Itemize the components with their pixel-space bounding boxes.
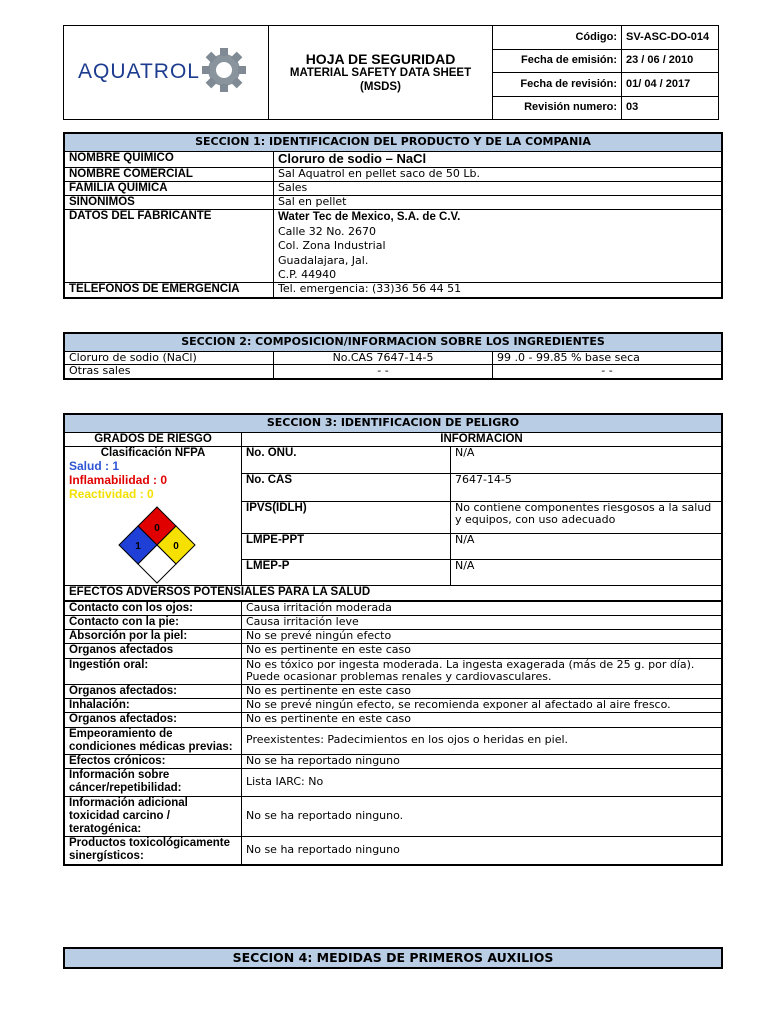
effect-value: No se prevé ningún efecto, se recomienda exponer al afectado al aire fresco. (242, 699, 723, 713)
effect-value: No es pertinente en este caso (242, 684, 723, 698)
s1-label-telefonos: TELEFONOS DE EMERGENCIA (64, 283, 274, 298)
document-subtitle-2: (MSDS) (360, 80, 401, 93)
effect-value: No es pertinente en este caso (242, 644, 723, 658)
logo-wordmark: AQUATROL (77, 60, 200, 84)
section-1-title: SECCION 1: IDENTIFICACION DEL PRODUCTO Y DE LA COMPANIA (64, 133, 722, 151)
s1-label-familia-quimica: FAMILIA QUIMICA (64, 181, 274, 195)
s2-ingredient-name: Cloruro de sodio (NaCl) (64, 351, 274, 365)
nfpa-yellow-value: 0 (173, 541, 179, 553)
s2-ingredient-pct: 99 .0 - 99.85 % base seca (493, 351, 723, 365)
effect-value: No se ha reportado ninguno (242, 754, 723, 768)
effect-value: Causa irritación leve (242, 615, 723, 629)
effect-label: Efectos crónicos: (64, 754, 242, 768)
effect-value: No es pertinente en este caso (242, 713, 723, 727)
nfpa-blue-value: 1 (135, 541, 141, 553)
fabricante-name: Water Tec de Mexico, S.A. de C.V. (278, 211, 461, 224)
effect-value: No se ha reportado ninguno. (242, 796, 723, 837)
effect-label: Contacto con la pie: (64, 615, 242, 629)
document-header (63, 25, 719, 120)
fabricante-address-line: C.P. 44940 (278, 268, 337, 282)
s2-ingredient-cas: - - (274, 365, 493, 379)
effect-label: Organos afectados: (64, 713, 242, 727)
nfpa-label: Clasificación NFPA (100, 446, 206, 459)
s3-info-value: 7647-14-5 (451, 474, 723, 501)
s3-info-label: IPVS(IDLH) (242, 501, 451, 533)
section-3-table (63, 413, 723, 866)
s1-value-nombre-quimico: Cloruro de sodio – NaCl (274, 151, 723, 167)
effect-label: Información sobre cáncer/repetibilidad: (64, 769, 242, 796)
effect-label: Organos afectados: (64, 684, 242, 698)
meta-value-revision-numero: 03 (622, 96, 719, 120)
s3-col-grados: GRADOS DE RIESGO (64, 432, 242, 446)
meta-label-codigo: Código: (493, 26, 622, 50)
effect-label: Información adicional toxicidad carcino / teratogénica: (64, 796, 242, 837)
s1-value-familia-quimica: Sales (274, 181, 723, 195)
effect-label: Empeoramiento de condiciones médicas previas: (64, 727, 242, 754)
s1-label-fabricante: DATOS DEL FABRICANTE (64, 210, 274, 283)
section-1-table (63, 132, 723, 299)
effect-label: Productos toxicológicamente sinergísticos: (64, 837, 242, 865)
effect-value: No se ha reportado ninguno (242, 837, 723, 865)
meta-value-emision: 23 / 06 / 2010 (622, 49, 719, 73)
meta-value-codigo: SV-ASC-DO-014 (622, 26, 719, 50)
s2-ingredient-name: Otras sales (64, 365, 274, 379)
effect-value: Causa irritación moderada (242, 601, 723, 616)
nfpa-diamond-icon (117, 505, 197, 585)
fabricante-address-line: Guadalajara, Jal. (278, 253, 369, 267)
s1-value-nombre-comercial: Sal Aquatrol en pellet saco de 50 Lb. (274, 167, 723, 181)
s3-col-informacion: INFORMACION (242, 432, 723, 446)
section-4-title: SECCION 4: MEDIDAS DE PRIMEROS AUXILIOS (64, 948, 722, 968)
s1-label-nombre-quimico: NOMBRE QUIMICO (64, 151, 274, 167)
s1-value-telefonos: Tel. emergencia: (33)36 56 44 51 (274, 283, 723, 298)
s3-effects-title: EFECTOS ADVERSOS POTENSIALES PARA LA SALUD (64, 586, 722, 601)
s1-label-sinonimos: SINONIMOS (64, 196, 274, 210)
section-2-title: SECCION 2: COMPOSICION/INFORMACION SOBRE LOS INGREDIENTES (64, 333, 722, 351)
section-2-table (63, 332, 723, 380)
meta-label-emision: Fecha de emisión: (493, 49, 622, 73)
s3-info-label: LMEP-P (242, 559, 451, 585)
document-subtitle: MATERIAL SAFETY DATA SHEET (289, 67, 472, 80)
effect-value: No se prevé ningún efecto (242, 630, 723, 644)
section-3-title: SECCION 3: IDENTIFICACION DE PELIGRO (64, 414, 722, 432)
meta-label-revision-numero: Revisión numero: (493, 96, 622, 120)
s3-info-label: LMPE-PPT (242, 533, 451, 559)
s2-ingredient-cas: No.CAS 7647-14-5 (274, 351, 493, 365)
effect-value: No es tóxico por ingesta moderada. La ingesta exagerada (más de 25 g. por día). Puede ocasionar problemas renales y cardiovasculares. (242, 658, 723, 684)
s3-info-value: N/A (451, 533, 723, 559)
meta-label-revision: Fecha de revisión: (493, 73, 622, 97)
nfpa-salud: Salud : 1 (69, 459, 120, 474)
document-title: HOJA DE SEGURIDAD (305, 51, 456, 68)
effect-value: Lista IARC: No (242, 769, 723, 796)
s1-value-sinonimos: Sal en pellet (274, 196, 723, 210)
s1-value-fabricante (274, 210, 723, 283)
s3-info-label: No. CAS (242, 474, 451, 501)
fabricante-address-line: Col. Zona Industrial (278, 239, 386, 253)
nfpa-reactividad: Reactividad : 0 (69, 486, 154, 501)
fabricante-address-line: Calle 32 No. 2670 (278, 225, 377, 239)
effect-label: Inhalación: (64, 699, 242, 713)
nfpa-red-value: 0 (154, 523, 160, 535)
aquatrol-logo-icon (74, 40, 259, 100)
logo-cell (64, 26, 269, 120)
nfpa-inflamabilidad: Inflamabilidad : 0 (69, 472, 168, 487)
effect-label: Absorción por la piel: (64, 630, 242, 644)
s1-label-nombre-comercial: NOMBRE COMERCIAL (64, 167, 274, 181)
title-cell (269, 26, 493, 120)
s3-info-label: No. ONU. (242, 446, 451, 473)
s2-ingredient-pct: - - (493, 365, 723, 379)
s3-info-value: No contiene componentes riesgosos a la salud y equipos, con uso adecuado (451, 501, 723, 533)
nfpa-cell (64, 446, 242, 586)
meta-value-revision: 01/ 04 / 2017 (622, 73, 719, 97)
effect-label: Organos afectados (64, 644, 242, 658)
s3-info-value: N/A (451, 446, 723, 473)
effect-value: Preexistentes: Padecimientos en los ojos o heridas en piel. (242, 727, 723, 754)
section-4-table (63, 947, 723, 969)
s3-info-value: N/A (451, 559, 723, 585)
effect-label: Ingestión oral: (64, 658, 242, 684)
effect-label: Contacto con los ojos: (64, 601, 242, 616)
